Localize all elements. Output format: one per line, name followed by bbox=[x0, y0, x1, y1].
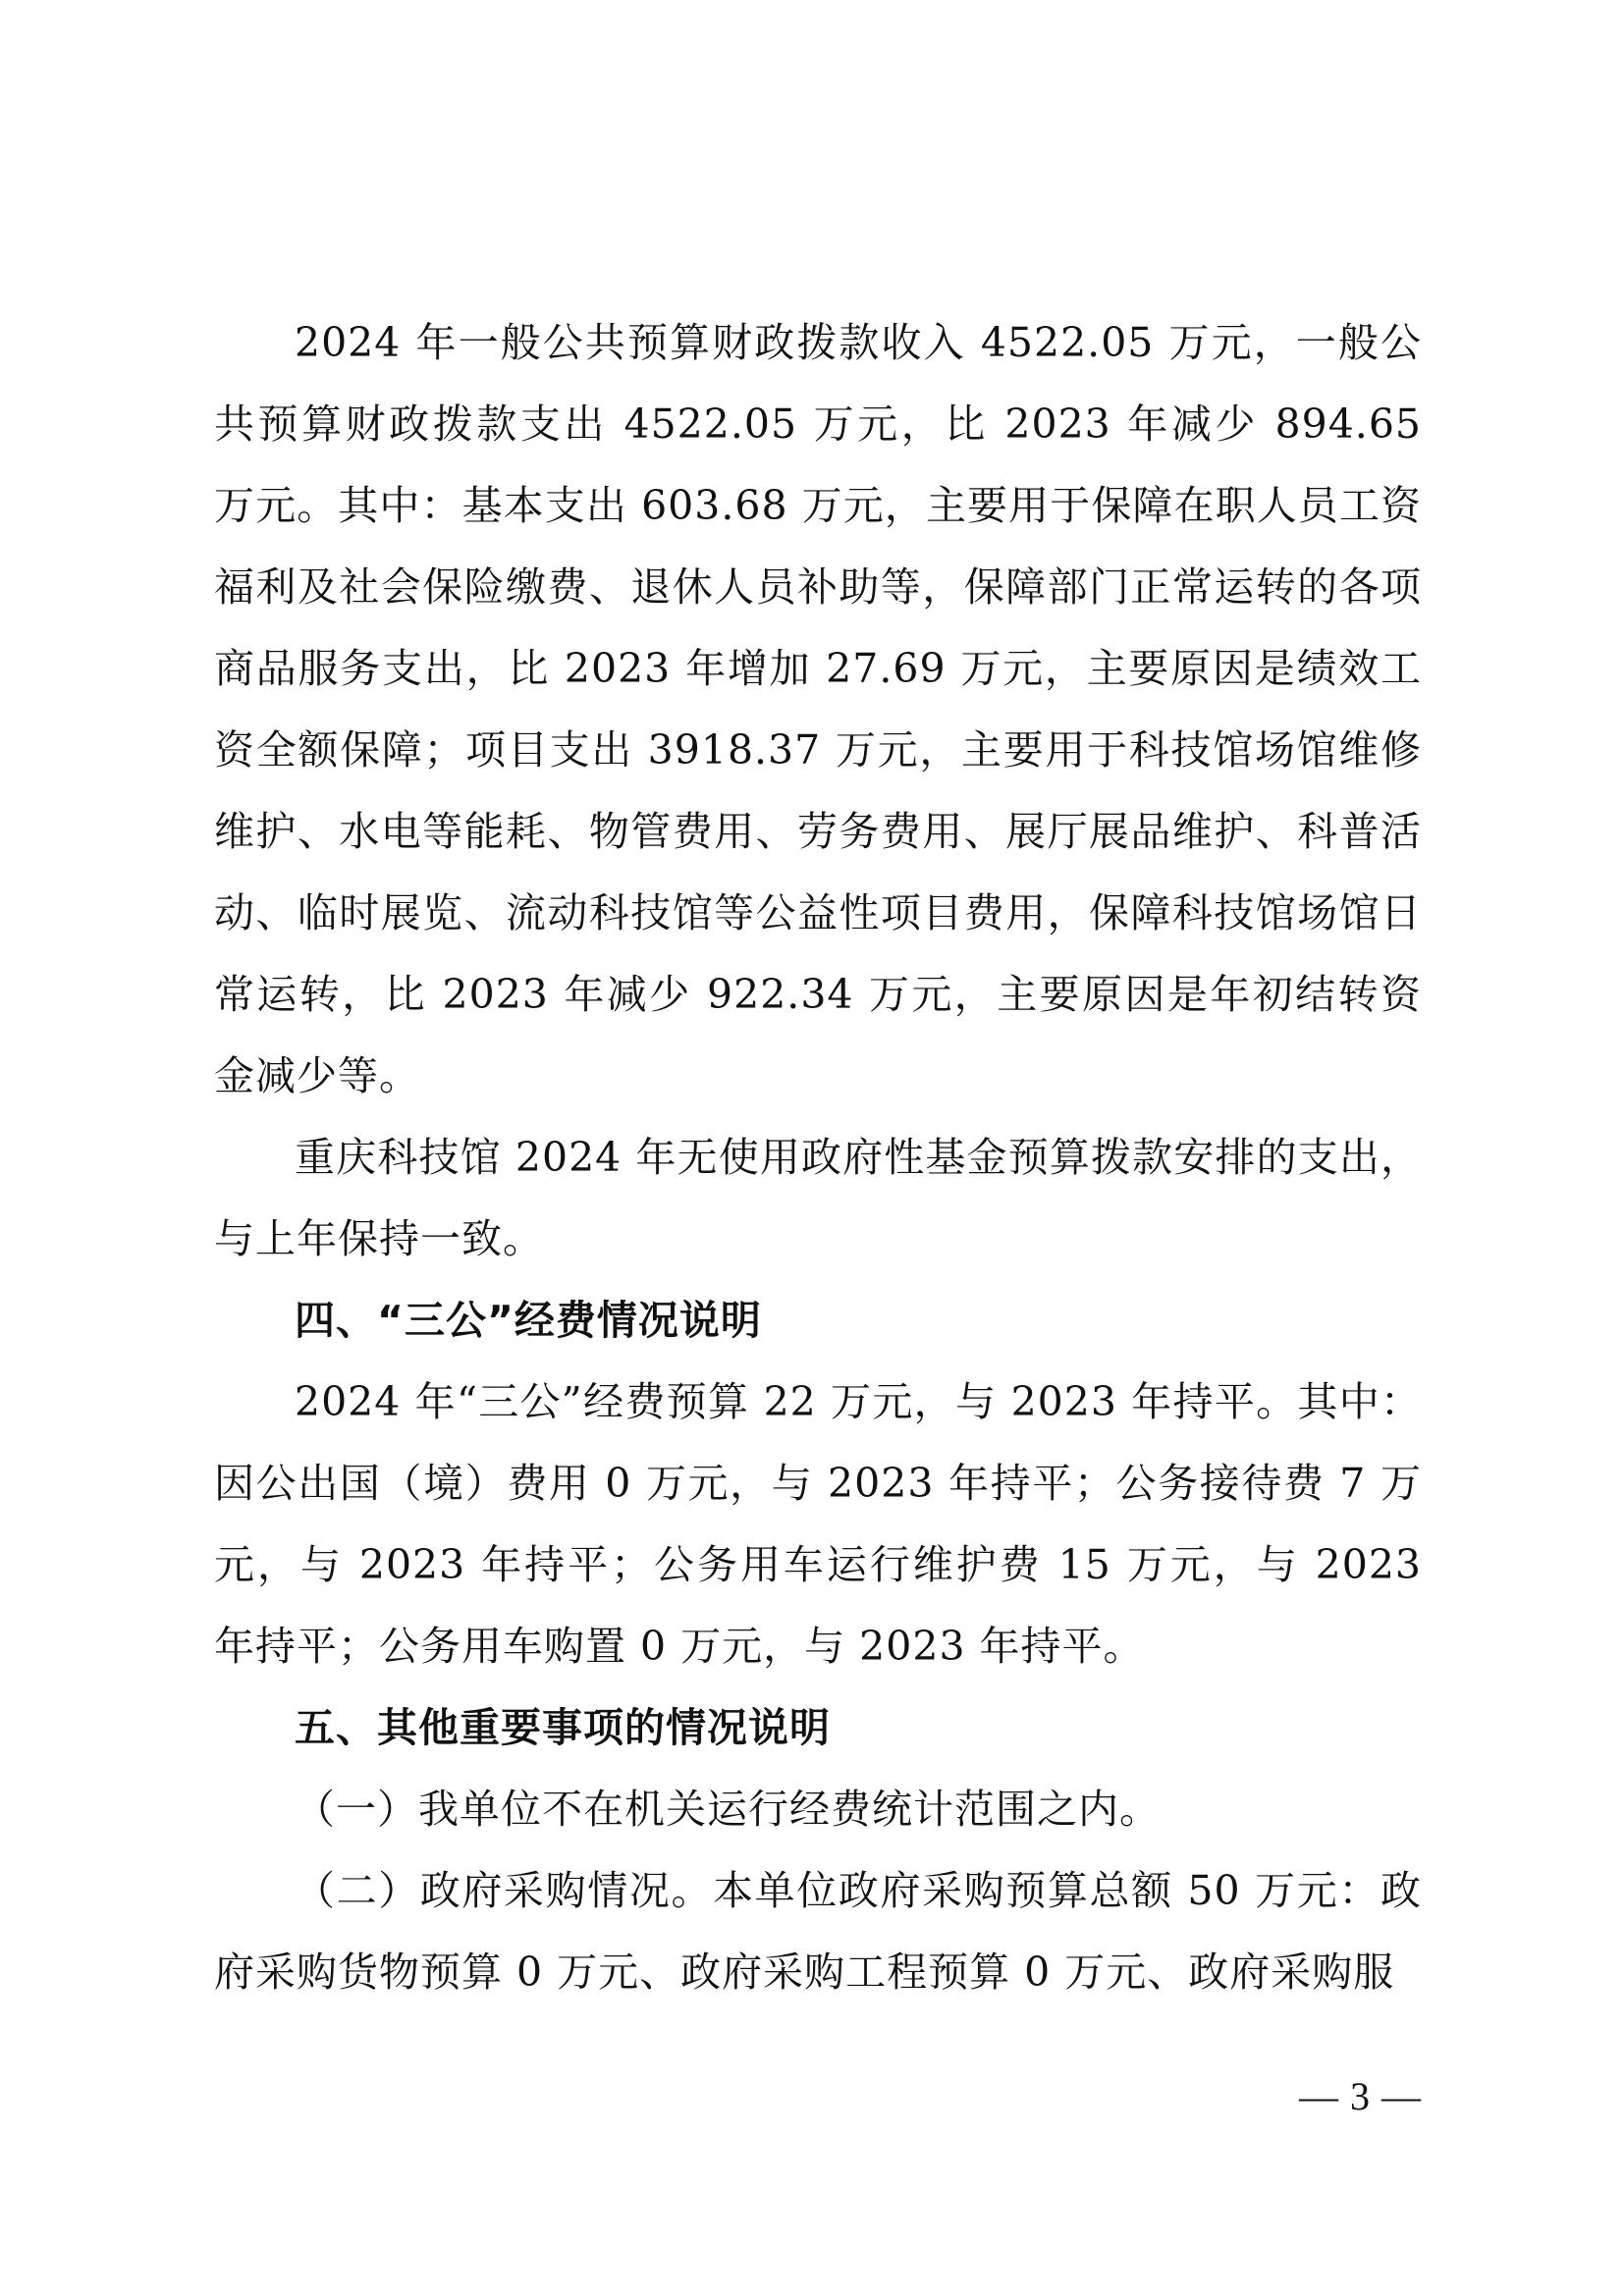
section-heading-other-matters: 五、其他重要事项的情况说明 bbox=[295, 1704, 831, 1751]
paragraph-item-1: （一）我单位不在机关运行经费统计范围之内。 bbox=[295, 1786, 1161, 1833]
paragraph-fund-budget: 重庆科技馆 2024 年无使用政府性基金预算拨款安排的支出，与上年保持一致。 bbox=[214, 1134, 1422, 1262]
document-body bbox=[214, 302, 1422, 2013]
page-number: — 3 — bbox=[1299, 2074, 1422, 2118]
paragraph-item-2: （二）政府采购情况。本单位政府采购预算总额 50 万元：政府采购货物预算 0 万元、政府采购工程预算 0 万元、政府采购服 bbox=[214, 1867, 1422, 1996]
section-heading-three-public: 四、“三公”经费情况说明 bbox=[295, 1297, 762, 1344]
paragraph-three-public: 2024 年“三公”经费预算 22 万元，与 2023 年持平。其中：因公出国（境）费用 0 万元，与 2023 年持平；公务接待费 7 万元，与 2023 年持平；公务用车运行维护费 15 万元，与 2023 年持平；公务用车购置 0 万元，与 2023 年持平。 bbox=[214, 1378, 1422, 1670]
paragraph-general-budget: 2024 年一般公共预算财政拨款收入 4522.05 万元，一般公共预算财政拨款支出 4522.05 万元，比 2023 年减少 894.65 万元。其中：基本支出 603.68 万元，主要用于保障在职人员工资福利及社会保险缴费、退休人员补助等，保障部门正常运转的各项商品服务支出，比 2023 年增加 27.69 万元，主要原因是绩效工资全额保障；项目支出 3918.37 万元，主要用于科技馆场馆维修维护、水电等能耗、物管费用、劳务费用、展厅展品维护、科普活动、临时展览、流动科技馆等公益性项目费用，保障科技馆场馆日常运转，比 2023 年减少 922.34 万元，主要原因是年初结转资金减少等。 bbox=[214, 319, 1422, 1099]
